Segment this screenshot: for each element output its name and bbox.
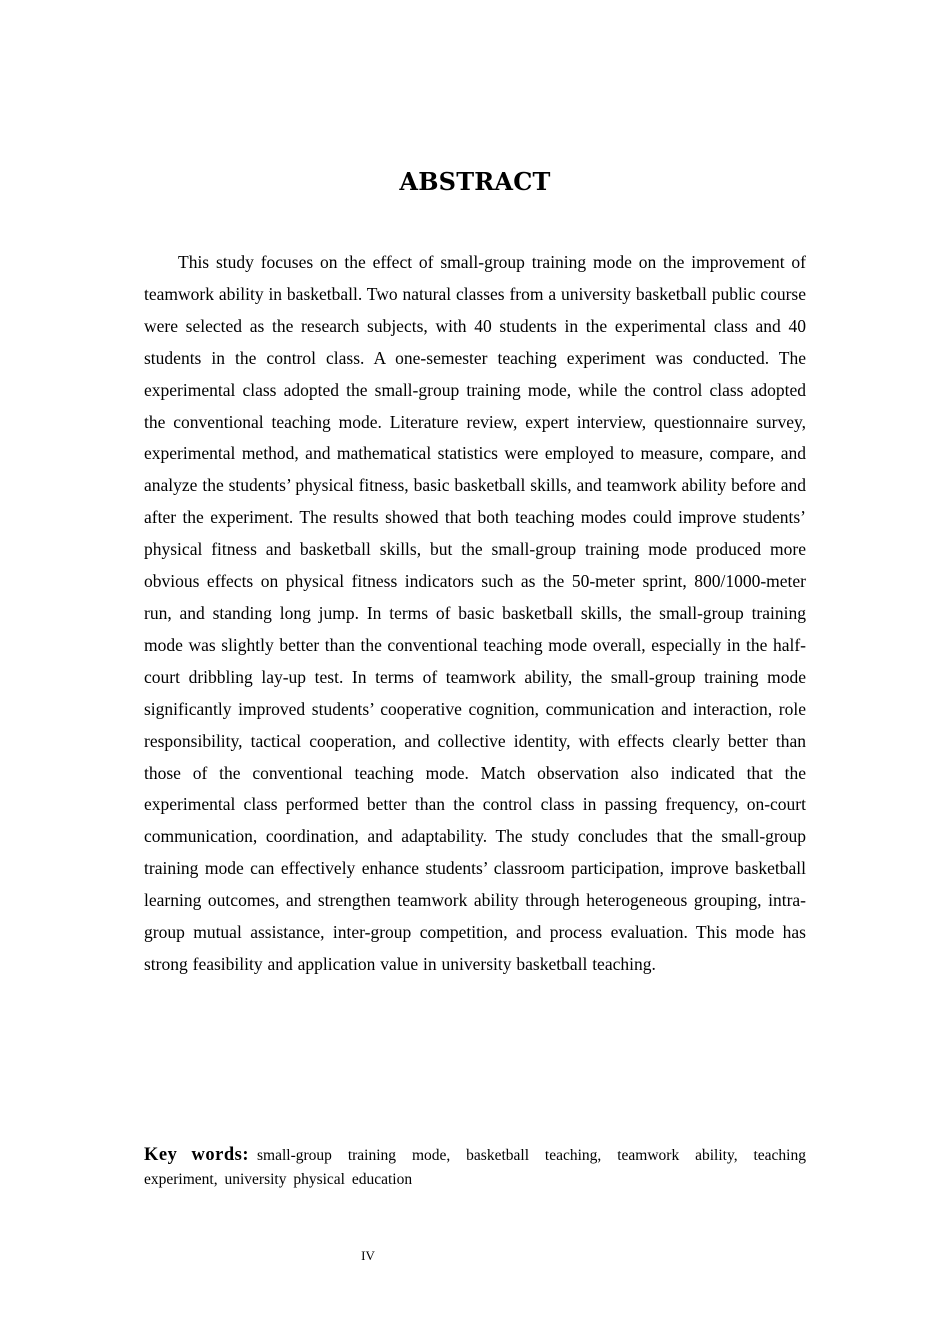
page-number: IV: [361, 1248, 375, 1263]
keywords-label: Key words:: [144, 1145, 249, 1165]
abstract-body: This study focuses on the effect of small-group training mode on the improvement of teamwork ability in basketball. Two natural classes from a university basketball public course were selected as the research subjects, with 40 students in the experimental class and 40 students in the control class. A one-semester teaching experiment was conducted. The experimental class adopted the small-group training mode, while the control class adopted the conventional teaching mode. Literature review, expert interview, questionnaire survey, experimental method, and mathematical statistics were employed to measure, compare, and analyze the students’ physical fitness, basic basketball skills, and teamwork ability before and after the experiment. The results showed that both teaching modes could improve students’ physical fitness and basketball skills, but the small-group training mode produced more obvious effects on physical fitness indicators such as the 50-meter sprint, 800/1000-meter run, and standing long jump. In terms of basic basketball skills, the small-group training mode was slightly better than the conventional teaching mode overall, especially in the half-court dribbling lay-up test. In terms of teamwork ability, the small-group training mode significantly improved students’ cooperative cognition, communication and interaction, role responsibility, tactical cooperation, and collective identity, with effects clearly better than those of the conventional teaching mode. Match observation also indicated that the experimental class performed better than the control class in passing frequency, on-court communication, coordination, and adaptability. The study concludes that the small-group training mode can effectively enhance students’ classroom participation, improve basketball learning outcomes, and strengthen teamwork ability through heterogeneous grouping, intra-group mutual assistance, inter-group competition, and process evaluation. This mode has strong feasibility and application value in university basketball teaching.: [144, 252, 806, 974]
abstract-title: ABSTRACT: [399, 167, 551, 196]
keywords-paragraph: [144, 1143, 806, 1192]
keywords-text: small-group training mode, basketball teaching, teamwork ability, teaching experiment, university physical education: [144, 1147, 806, 1188]
